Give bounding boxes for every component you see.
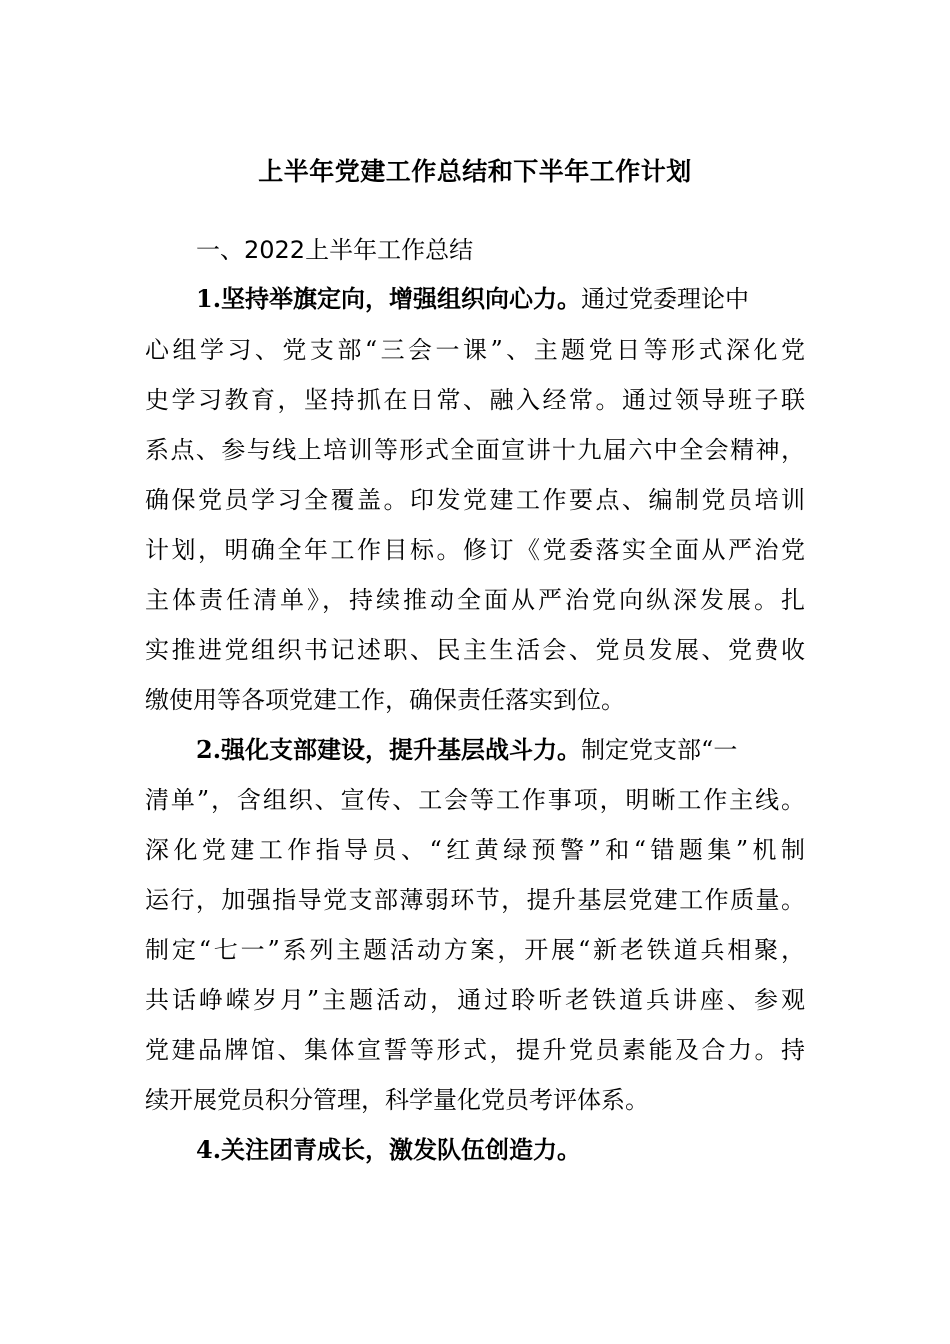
paragraph-4-lead: 4.关注团青成长，激发队伍创造力。 [196,1135,582,1164]
paragraph-line: 运行，加强指导党支部薄弱环节，提升基层党建工作质量。 [145,886,805,914]
paragraph-line: 深化党建工作指导员、“红黄绿预警”和“错题集”机制 [145,836,805,864]
paragraph-4-line-1 [196,1130,856,1170]
paragraph-line: 心组学习、党支部“三会一课”、主题党日等形式深化党 [145,336,805,364]
paragraph-line: 计划，明确全年工作目标。修订《党委落实全面从严治党 [145,536,805,564]
paragraph-line: 共话峥嵘岁月”主题活动，通过聆听老铁道兵讲座、参观 [145,986,805,1014]
document-title: 上半年党建工作总结和下半年工作计划 [258,157,692,186]
paragraph-line: 党建品牌馆、集体宣誓等形式，提升党员素能及合力。持 [145,1036,805,1064]
paragraph-2-lead: 2.强化支部建设，提升基层战斗力。 [196,735,582,764]
paragraph-line: 主体责任清单》，持续推动全面从严治党向纵深发展。扎 [145,586,805,614]
section-heading: 一、2022上半年工作总结 [196,236,474,264]
paragraph-line: 实推进党组织书记述职、民主生活会、党员发展、党费收 [145,636,805,664]
paragraph-2-line-1 [196,730,856,770]
paragraph-line: 史学习教育，坚持抓在日常、融入经常。通过领导班子联 [145,386,805,414]
paragraph-line: 清单”，含组织、宣传、工会等工作事项，明晰工作主线。 [145,786,805,814]
paragraph-1-text: 通过党委理论中 [581,285,750,313]
paragraph-line: 确保党员学习全覆盖。印发党建工作要点、编制党员培训 [145,486,805,514]
paragraph-line: 缴使用等各项党建工作，确保责任落实到位。 [145,686,625,714]
paragraph-line: 续开展党员积分管理，科学量化党员考评体系。 [145,1086,649,1114]
paragraph-1-lead: 1.坚持举旗定向，增强组织向心力。 [196,284,582,313]
paragraph-2-text: 制定党支部“一 [581,736,738,764]
paragraph-1-line-1 [196,279,856,319]
paragraph-line: 制定“七一”系列主题活动方案，开展“新老铁道兵相聚， [145,936,805,964]
paragraph-line: 系点、参与线上培训等形式全面宣讲十九届六中全会精神， [145,436,805,464]
